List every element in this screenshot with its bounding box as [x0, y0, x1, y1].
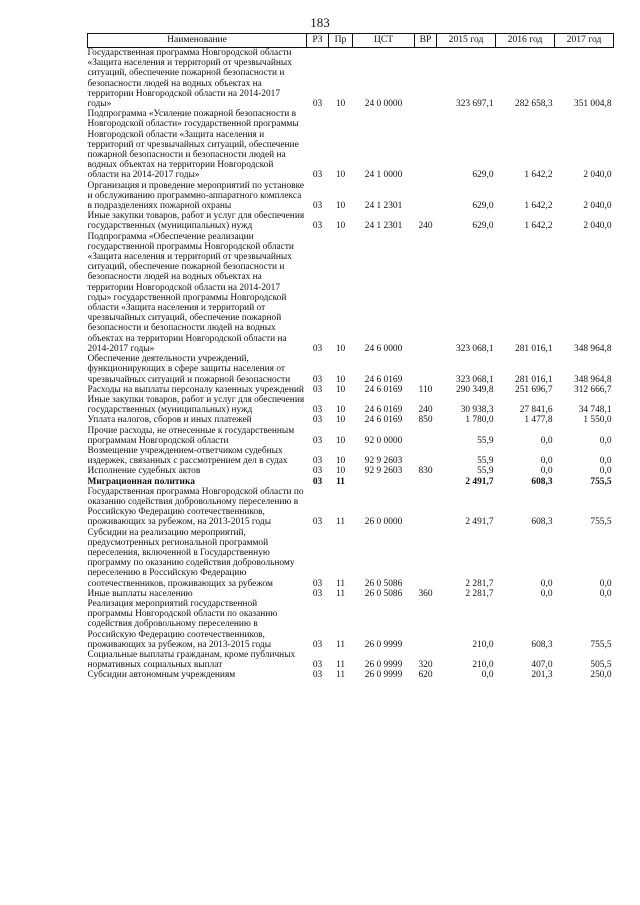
table-row: [88, 650, 614, 670]
header-vr: ВР: [415, 34, 437, 48]
cell-cst: 24 6 0169: [364, 374, 403, 385]
budget-table: [87, 33, 614, 681]
cell-vr: 240: [418, 221, 433, 232]
cell-cst: 92 9 2603: [364, 456, 403, 467]
cell-pr: 10: [335, 221, 346, 232]
cell-cst: 26 0 9999: [364, 660, 403, 671]
cell-vr: 360: [418, 588, 433, 599]
header-pr: Пр: [329, 34, 353, 48]
cell-vr: 110: [418, 384, 433, 395]
cell-2017: 348 964,8: [574, 343, 612, 354]
cell-2015: 210,0: [472, 660, 494, 671]
header-cst: ЦСТ: [353, 34, 415, 48]
cell-rz: 03: [312, 588, 323, 599]
cell-pr: 10: [335, 201, 346, 212]
cell-cst: 24 1 0000: [364, 170, 403, 181]
cell-vr: 620: [418, 670, 433, 681]
cell-rz: 03: [312, 374, 323, 385]
cell-cst: 24 0 0000: [364, 99, 403, 110]
cell-2015: 1 780,0: [465, 415, 494, 426]
cell-vr: [415, 354, 437, 385]
cell-2017: 755,5: [590, 639, 612, 650]
cell-2016: 1 642,2: [524, 170, 553, 181]
cell-2017: 0,0: [599, 456, 612, 467]
table-row: [88, 426, 614, 446]
table-row: [88, 466, 614, 476]
cell-2016: 608,3: [531, 476, 553, 487]
cell-vr: 850: [418, 415, 433, 426]
table-row: [88, 528, 614, 589]
cell-2016: 0,0: [540, 578, 553, 589]
table-row: [88, 354, 614, 385]
cell-2016: 1 477,8: [524, 415, 553, 426]
cell-2017: 2 040,0: [583, 201, 612, 212]
cell-cst: 26 0 0000: [364, 517, 403, 528]
cell-rz: 03: [312, 435, 323, 446]
cell-2015: 323 068,1: [456, 343, 494, 354]
cell-name: Иные закупки товаров, работ и услуг для обеспечения государственных (муниципальных) нужд: [87, 211, 305, 232]
cell-2017: 0,0: [599, 578, 612, 589]
cell-vr: [415, 181, 437, 212]
cell-2015: 2 281,7: [465, 578, 494, 589]
cell-vr: 320: [418, 660, 433, 671]
cell-rz: 03: [312, 456, 323, 467]
cell-rz: 03: [312, 639, 323, 650]
cell-name: Подпрограмма «Обеспечение реализации государственной программы Новгородской области «Защита населения и территорий от чрезвычайных ситуаций, обеспечение пожарной безопасности и безопасности людей на водных объектах на территории Новгородской области на 2014-2017 годы» государственной программы Новгородской области «Защита населения и территорий от чрезвычайных ситуаций, обеспечение пожарной безопасности и безопасности людей на водных объектах на территории Новгородской области на 2014-2017 годы»: [87, 231, 294, 354]
cell-rz: 03: [312, 405, 323, 416]
table-row: [88, 211, 614, 231]
cell-pr: 11: [335, 639, 346, 650]
cell-vr: [415, 446, 437, 466]
cell-name: Субсидии на реализацию мероприятий, предусмотренных региональной программой переселения, включенной в Государственную программу по оказанию содействия добровольному переселению в Российскую Федерацию соотечественников, проживающих за рубежом: [87, 527, 295, 589]
cell-rz: 03: [312, 343, 323, 354]
cell-vr: [415, 599, 437, 650]
cell-cst: 26 0 9999: [364, 670, 403, 681]
cell-pr: 10: [335, 405, 346, 416]
cell-2016: 0,0: [540, 435, 553, 446]
cell-rz: 03: [312, 578, 323, 589]
cell-name: Расходы на выплаты персоналу казенных учреждений: [87, 384, 304, 395]
cell-vr: [415, 528, 437, 589]
cell-pr: 10: [335, 466, 346, 477]
cell-name: Иные выплаты населению: [87, 588, 193, 599]
cell-rz: 03: [312, 201, 323, 212]
cell-2016: 27 841,6: [519, 405, 553, 416]
cell-cst: 26 0 5086: [364, 588, 403, 599]
cell-pr: 10: [335, 435, 346, 446]
cell-name: Подпрограмма «Усиление пожарной безопасности в Новгородской области» государственной программы Новгородской области «Защита населения и территорий от чрезвычайных ситуаций, обеспечение пожарной безопасности и безопасности людей на водных объектах на территории Новгородской области на 2014-2017 годы»: [87, 109, 299, 181]
cell-2015: 629,0: [472, 201, 494, 212]
header-2017: 2017 год: [555, 34, 614, 48]
cell-vr: 240: [418, 405, 433, 416]
cell-2015: 55,9: [477, 456, 494, 467]
cell-2016: 0,0: [540, 456, 553, 467]
table-row: [88, 589, 614, 599]
table-row: [88, 599, 614, 650]
cell-rz: 03: [312, 221, 323, 232]
table-row: [88, 487, 614, 528]
cell-name: Государственная программа Новгородской области «Защита населения и территорий от чрезвычайных ситуаций, обеспечение пожарной безопасности и безопасности людей на водных объектах на территории Новгородской области на 2014-2017 годы»: [87, 48, 292, 110]
cell-2016: 281 016,1: [515, 343, 553, 354]
cell-2017: 348 964,8: [574, 374, 612, 385]
cell-rz: 03: [312, 170, 323, 181]
cell-vr: [415, 487, 437, 528]
cell-2017: 312 666,7: [574, 384, 612, 395]
cell-name: Социальные выплаты гражданам, кроме публичных нормативных социальных выплат: [87, 649, 296, 671]
cell-name: Иные закупки товаров, работ и услуг для обеспечения государственных (муниципальных) нужд: [87, 394, 305, 416]
cell-name: Государственная программа Новгородской области по оказанию содействия добровольному переселению в Российскую Федерацию соотечественников, проживающих за рубежом, на 2013-2015 годы: [87, 486, 304, 528]
cell-cst: 92 9 2603: [364, 466, 403, 477]
cell-vr: [415, 109, 437, 180]
cell-2015: 30 938,3: [460, 405, 494, 416]
cell-cst: 24 6 0000: [364, 343, 403, 354]
cell-2017: 755,5: [590, 517, 612, 528]
cell-pr: 11: [335, 578, 346, 589]
table-row: [88, 385, 614, 395]
cell-pr: 11: [335, 517, 346, 528]
cell-rz: 03: [312, 670, 323, 681]
cell-name: Субсидии автономным учреждениям: [87, 670, 236, 681]
cell-pr: 11: [336, 476, 345, 487]
cell-pr: 10: [335, 415, 346, 426]
cell-2015: 210,0: [472, 639, 494, 650]
cell-name: Обеспечение деятельности учреждений, функционирующих в сфере защиты населения от чрезвычайных ситуаций и пожарной безопасности: [87, 354, 291, 385]
cell-cst: 24 6 0169: [364, 405, 403, 416]
cell-2015: 2 491,7: [465, 517, 494, 528]
cell-2017: 755,5: [590, 476, 612, 487]
cell-name: Исполнение судебных актов: [87, 466, 201, 477]
cell-2015: 323 697,1: [456, 99, 494, 110]
cell-2015: 2 281,7: [465, 588, 494, 599]
cell-vr: [415, 232, 437, 354]
cell-cst: 24 1 2301: [364, 221, 403, 232]
cell-vr: [415, 426, 437, 446]
cell-cst: 26 0 5086: [364, 578, 403, 589]
cell-rz: 03: [312, 99, 323, 110]
cell-name: Организация и проведение мероприятий по установке и обслуживанию программно-аппаратного комплекса в подразделениях пожарной охраны: [87, 180, 305, 212]
header-name: Наименование: [88, 34, 307, 48]
cell-2017: 0,0: [599, 435, 612, 446]
cell-2015: 2 491,7: [465, 476, 494, 487]
table-row: [88, 48, 614, 110]
cell-2016: 0,0: [540, 466, 553, 477]
table-row: [88, 395, 614, 415]
cell-name: Прочие расходы, не отнесенные к государственным программам Новгородской области: [87, 425, 295, 446]
cell-name: Реализация мероприятий государственной программы Новгородской области по оказанию содействия добровольному переселению в Российскую Федерацию соотечественников, проживающих за рубежом, на 2013-2015 годы: [87, 598, 278, 650]
cell-2015: 629,0: [472, 170, 494, 181]
cell-pr: 10: [335, 456, 346, 467]
cell-2015: 290 349,8: [456, 384, 494, 395]
cell-pr: 10: [335, 374, 346, 385]
cell-2016: 1 642,2: [524, 221, 553, 232]
cell-2017: 250,0: [590, 670, 612, 681]
cell-rz: 03: [312, 384, 323, 395]
cell-2015: 323 068,1: [456, 374, 494, 385]
cell-2016: 251 696,7: [515, 384, 553, 395]
header-2015: 2015 год: [437, 34, 496, 48]
table-header-row: [88, 34, 614, 48]
cell-vr: 830: [418, 466, 433, 477]
page-number: 183: [310, 15, 330, 30]
table-body: [88, 48, 614, 681]
cell-pr: 11: [335, 660, 346, 671]
cell-cst: [353, 477, 415, 487]
table-row: [88, 670, 614, 680]
cell-cst: 24 6 0169: [364, 415, 403, 426]
cell-rz: 03: [312, 415, 323, 426]
cell-vr: [415, 48, 437, 110]
cell-rz: 03: [312, 660, 323, 671]
cell-2017: 34 748,1: [578, 405, 612, 416]
table-row: [88, 446, 614, 466]
cell-pr: 11: [335, 670, 346, 681]
cell-2017: 505,5: [590, 660, 612, 671]
cell-2016: 407,0: [531, 660, 553, 671]
cell-2016: 281 016,1: [515, 374, 553, 385]
cell-2016: 201,3: [531, 670, 553, 681]
cell-2016: 608,3: [531, 517, 553, 528]
cell-cst: 24 1 2301: [364, 201, 403, 212]
header-2016: 2016 год: [496, 34, 555, 48]
cell-cst: 26 0 9999: [364, 639, 403, 650]
cell-pr: 10: [335, 384, 346, 395]
table-row: [88, 477, 614, 487]
cell-2016: 608,3: [531, 639, 553, 650]
header-rz: РЗ: [307, 34, 329, 48]
table-row: [88, 232, 614, 354]
table-row: [88, 181, 614, 212]
table-row: [88, 415, 614, 425]
cell-2017: 2 040,0: [583, 221, 612, 232]
cell-name: Миграционная политика: [87, 476, 195, 487]
cell-rz: 03: [312, 466, 323, 477]
cell-cst: 92 0 0000: [364, 435, 403, 446]
cell-2015: 0,0: [481, 670, 494, 681]
cell-name: Возмещение учреждением-ответчиком судебных издержек, связанных с рассмотрением дел в судах: [87, 445, 288, 467]
cell-pr: 11: [335, 588, 346, 599]
cell-2017: 0,0: [599, 466, 612, 477]
table-row: [88, 109, 614, 180]
cell-rz: 03: [312, 517, 323, 528]
cell-pr: 10: [335, 343, 346, 354]
cell-cst: 24 6 0169: [364, 384, 403, 395]
cell-vr: [415, 477, 437, 487]
cell-pr: 10: [335, 99, 346, 110]
cell-2017: 2 040,0: [583, 170, 612, 181]
cell-2016: 1 642,2: [524, 201, 553, 212]
cell-2015: 629,0: [472, 221, 494, 232]
cell-name: Уплата налогов, сборов и иных платежей: [87, 415, 252, 426]
cell-2016: 0,0: [540, 588, 553, 599]
cell-2017: 0,0: [599, 588, 612, 599]
cell-2017: 1 550,0: [583, 415, 612, 426]
cell-2015: 55,9: [477, 466, 494, 477]
cell-pr: 10: [335, 170, 346, 181]
cell-rz: 03: [312, 476, 323, 487]
cell-2016: 282 658,3: [515, 99, 553, 110]
cell-2015: 55,9: [477, 435, 494, 446]
cell-2017: 351 004,8: [574, 99, 612, 110]
